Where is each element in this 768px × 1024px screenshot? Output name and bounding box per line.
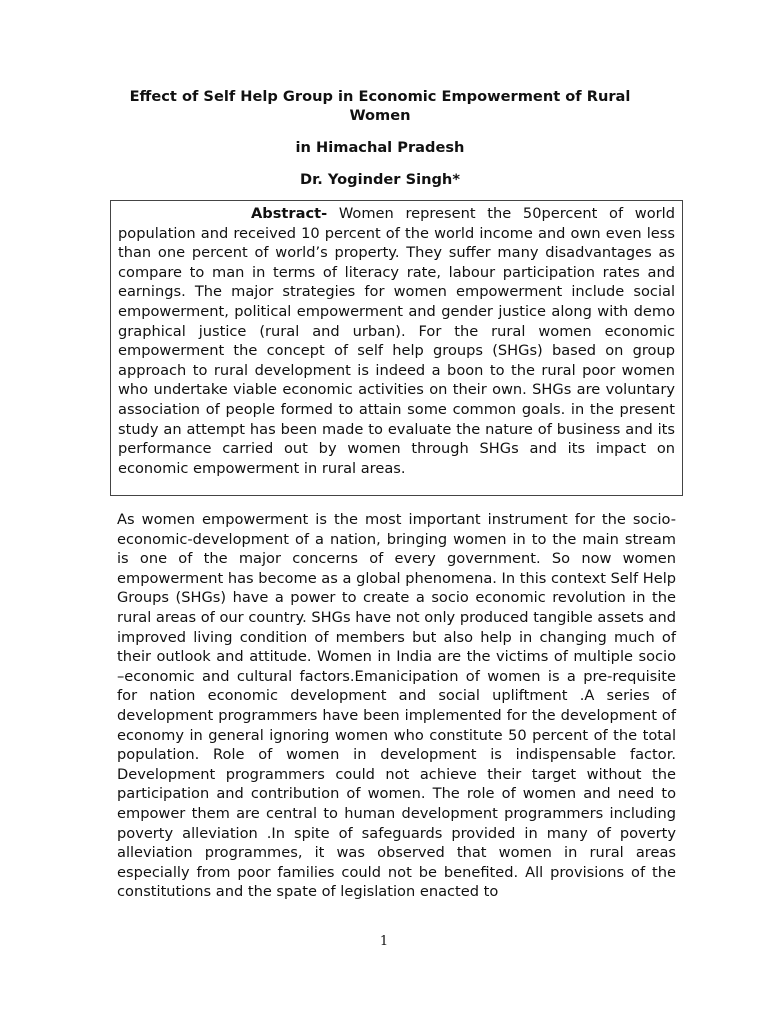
document-title: Effect of Self Help Group in Economic Empowerment of Rural Women <box>129 88 631 124</box>
body-paragraph: As women empowerment is the most important instrument for the socio-economic-development of a nation, bringing women in to the main stream is one of the major concerns of every government. So now women empowerment has become as a global phenomena. In this context Self Help Groups (SHGs) have a power to create a socio economic revolution in the rural areas of our country. SHGs have not only produced tangible assets and improved living condition of members but also help in changing much of their outlook and attitude. Women in India are the victims of multiple socio –economic and cultural factors.Emanicipation of women is a pre-requisite for nation economic development and social upliftment .A series of development programmers have been implemented for the development of economy in general ignoring women who constitute 50 percent of the total population. Role of women in development is indispensable factor. Development programmers could not achieve their target without the participation and contribution of women. The role of women and need to empower them are central to human development programmers including poverty alleviation .In spite of safeguards provided in many of poverty alleviation programmes, it was observed that women in rural areas especially from poor families could not be benefited. All provisions of the constitutions and the spate of legislation enacted to <box>117 511 677 901</box>
abstract-label: Abstract- <box>251 205 328 222</box>
abstract-box <box>110 200 683 496</box>
abstract-text: Women represent the 50percent of world population and received 10 percent of the world income and own even less than one percent of world’s property. They suffer many disadvantages as compare to man in terms of literacy rate, labour participation rates and earnings. The major strategies for women empowerment include social empowerment, political empowerment and gender justice along with demo graphical justice (rural and urban). For the rural women economic empowerment the concept of self help groups (SHGs) based on group approach to rural development is indeed a boon to the rural poor women who undertake viable economic activities on their own. SHGs are voluntary association of people formed to attain some common goals. in the present study an attempt has been made to evaluate the nature of business and its performance carried out by women through SHGs and its impact on economic empowerment in rural areas. <box>118 205 675 477</box>
abstract-paragraph <box>118 204 675 478</box>
page-number: 1 <box>379 934 389 949</box>
author-name: Dr. Yoginder Singh* <box>300 171 460 188</box>
document-subtitle: in Himachal Pradesh <box>295 139 465 156</box>
